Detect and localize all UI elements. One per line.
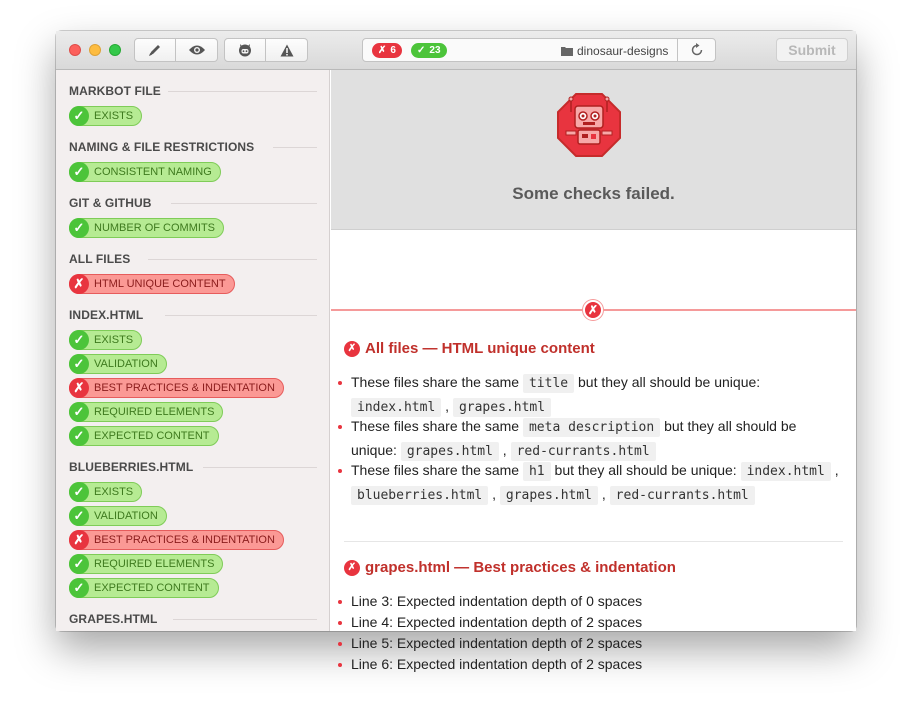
failed-divider-icon: ✗ — [583, 300, 603, 320]
group-title — [69, 612, 317, 626]
error-section-title: All files — HTML unique content — [365, 340, 595, 357]
check-label: VALIDATION — [94, 510, 158, 522]
check-label: NUMBER OF COMMITS — [94, 222, 215, 234]
check-icon: ✓ — [69, 218, 89, 238]
group-title-text: NAMING & FILE RESTRICTIONS — [69, 140, 255, 154]
message-text: Line 3: Expected indentation depth of 0 spaces — [351, 593, 643, 609]
check-label: EXPECTED CONTENT — [94, 582, 210, 594]
error-message — [351, 653, 841, 675]
code-snippet: grapes.html — [401, 442, 499, 461]
code-snippet: index.html — [741, 462, 831, 481]
error-section-title: grapes.html — Best practices & indentation — [365, 559, 676, 576]
toolbar-group-left — [134, 38, 218, 62]
check-label: EXPECTED CONTENT — [94, 430, 210, 442]
message-text: , — [830, 462, 839, 478]
error-message — [351, 611, 841, 633]
sidebar — [56, 70, 330, 631]
code-snippet: grapes.html — [500, 486, 598, 505]
message-text: These files share the same — [351, 374, 523, 390]
robot-icon — [556, 92, 622, 166]
error-message — [351, 459, 841, 507]
group-title — [69, 140, 317, 154]
check-icon: ✓ — [69, 578, 89, 598]
group-title-text: BLUEBERRIES.HTML — [69, 460, 194, 474]
group-title-text: MARKBOT FILE — [69, 84, 161, 98]
message-text: These files share the same — [351, 418, 523, 434]
edit-button[interactable] — [134, 38, 176, 62]
check-icon: ✓ — [69, 330, 89, 350]
check-badge-pass[interactable] — [69, 218, 224, 238]
toolbar-group-right — [224, 38, 308, 62]
cross-icon: ✗ — [69, 378, 89, 398]
check-label: CONSISTENT NAMING — [94, 166, 212, 178]
check-label: BEST PRACTICES & INDENTATION — [94, 382, 275, 394]
group-title — [69, 308, 317, 322]
cross-icon: ✗ — [69, 274, 89, 294]
main-panel — [331, 70, 856, 672]
code-snippet: red-currants.html — [511, 442, 656, 461]
check-badge-pass[interactable] — [69, 554, 223, 574]
check-badge-pass[interactable] — [69, 106, 142, 126]
message-text: but they all should be unique: — [574, 374, 761, 390]
check-badge-fail[interactable] — [69, 274, 235, 294]
check-icon: ✓ — [69, 554, 89, 574]
passed-count-badge[interactable] — [411, 43, 447, 58]
code-snippet: index.html — [351, 398, 441, 417]
check-badge-fail[interactable] — [69, 378, 284, 398]
group-title-text: INDEX.HTML — [69, 308, 144, 322]
group-rule — [148, 259, 317, 260]
pass-glyph: ✓ — [417, 45, 426, 56]
message-text: , — [598, 486, 610, 502]
group-title — [69, 84, 317, 98]
group-title — [69, 252, 317, 266]
app-window — [56, 31, 856, 672]
folder-label[interactable] — [561, 44, 668, 58]
code-snippet: grapes.html — [453, 398, 551, 417]
group-title-text: GIT & GITHUB — [69, 196, 152, 210]
group-rule — [173, 619, 317, 620]
code-snippet: red-currants.html — [610, 486, 755, 505]
folder-icon — [561, 46, 573, 56]
code-snippet: blueberries.html — [351, 486, 488, 505]
group-rule — [165, 315, 317, 316]
section-separator — [344, 541, 843, 542]
check-label: HTML UNIQUE CONTENT — [94, 278, 226, 290]
check-badge-pass[interactable] — [69, 402, 223, 422]
check-badge-pass[interactable] — [69, 482, 142, 502]
refresh-button[interactable] — [677, 38, 715, 62]
message-text: Line 5: Expected indentation depth of 2 spaces — [351, 635, 643, 651]
message-text: Line 4: Expected indentation depth of 2 spaces — [351, 614, 643, 630]
failed-count-badge[interactable] — [372, 43, 402, 58]
group-rule — [203, 467, 317, 468]
github-icon — [237, 42, 253, 58]
check-badge-fail[interactable] — [69, 530, 284, 550]
folder-name: dinosaur-designs — [577, 44, 669, 58]
check-label: BEST PRACTICES & INDENTATION — [94, 534, 275, 546]
pass-count: 23 — [429, 45, 441, 56]
code-snippet: title — [523, 374, 574, 393]
check-icon: ✓ — [69, 402, 89, 422]
check-icon: ✓ — [69, 482, 89, 502]
group-title — [69, 196, 317, 210]
preview-button[interactable] — [176, 38, 218, 62]
title-bar — [56, 31, 856, 70]
status-bar — [362, 38, 716, 62]
check-label: VALIDATION — [94, 358, 158, 370]
error-message — [351, 590, 841, 612]
message-text: , — [441, 398, 453, 414]
error-message — [351, 415, 841, 463]
group-title-text: ALL FILES — [69, 252, 131, 266]
error-message — [351, 632, 841, 654]
result-title: Some checks failed. — [512, 184, 675, 203]
group-title-text: GRAPES.HTML — [69, 612, 158, 626]
fail-count: 6 — [390, 45, 396, 56]
submit-button[interactable]: Submit — [776, 38, 848, 62]
check-badge-pass[interactable] — [69, 506, 167, 526]
github-button[interactable] — [224, 38, 266, 62]
check-label: EXISTS — [94, 110, 134, 122]
error-message — [351, 371, 841, 419]
group-rule — [273, 147, 317, 148]
check-badge-pass[interactable] — [69, 330, 142, 350]
check-icon: ✓ — [69, 354, 89, 374]
check-icon: ✓ — [69, 162, 89, 182]
maximize-window-button[interactable] — [109, 44, 121, 56]
error-icon: ✗ — [344, 341, 360, 357]
group-rule — [168, 91, 317, 92]
close-window-button[interactable] — [69, 44, 81, 56]
error-section-heading — [344, 340, 595, 357]
pencil-icon — [147, 42, 163, 58]
warnings-button[interactable] — [266, 38, 308, 62]
warning-icon — [280, 44, 294, 57]
check-badge-pass[interactable] — [69, 426, 219, 446]
check-label: REQUIRED ELEMENTS — [94, 406, 215, 418]
message-text: Line 6: Expected indentation depth of 2 spaces — [351, 656, 643, 672]
group-rule — [171, 203, 317, 204]
check-badge-pass[interactable] — [69, 354, 167, 374]
eye-icon — [188, 44, 206, 56]
result-banner — [331, 70, 856, 230]
minimize-window-button[interactable] — [89, 44, 101, 56]
message-text: but they all should be unique: — [550, 462, 741, 478]
message-text: , — [488, 486, 500, 502]
check-icon: ✓ — [69, 506, 89, 526]
error-section-heading — [344, 559, 676, 576]
check-icon: ✓ — [69, 426, 89, 446]
error-icon: ✗ — [344, 560, 360, 576]
check-badge-pass[interactable] — [69, 578, 219, 598]
check-label: REQUIRED ELEMENTS — [94, 558, 215, 570]
code-snippet: h1 — [523, 462, 551, 481]
check-label: EXISTS — [94, 486, 134, 498]
fail-glyph: ✗ — [378, 45, 387, 56]
group-title — [69, 460, 317, 474]
check-badge-pass[interactable] — [69, 162, 221, 182]
check-label: EXISTS — [94, 334, 134, 346]
message-text: but they all should be unique: — [351, 418, 797, 458]
message-text: These files share the same — [351, 462, 523, 478]
check-icon: ✓ — [69, 106, 89, 126]
message-text: , — [498, 442, 511, 458]
code-snippet: meta description — [523, 418, 660, 437]
cross-icon: ✗ — [69, 530, 89, 550]
refresh-icon — [690, 43, 704, 57]
